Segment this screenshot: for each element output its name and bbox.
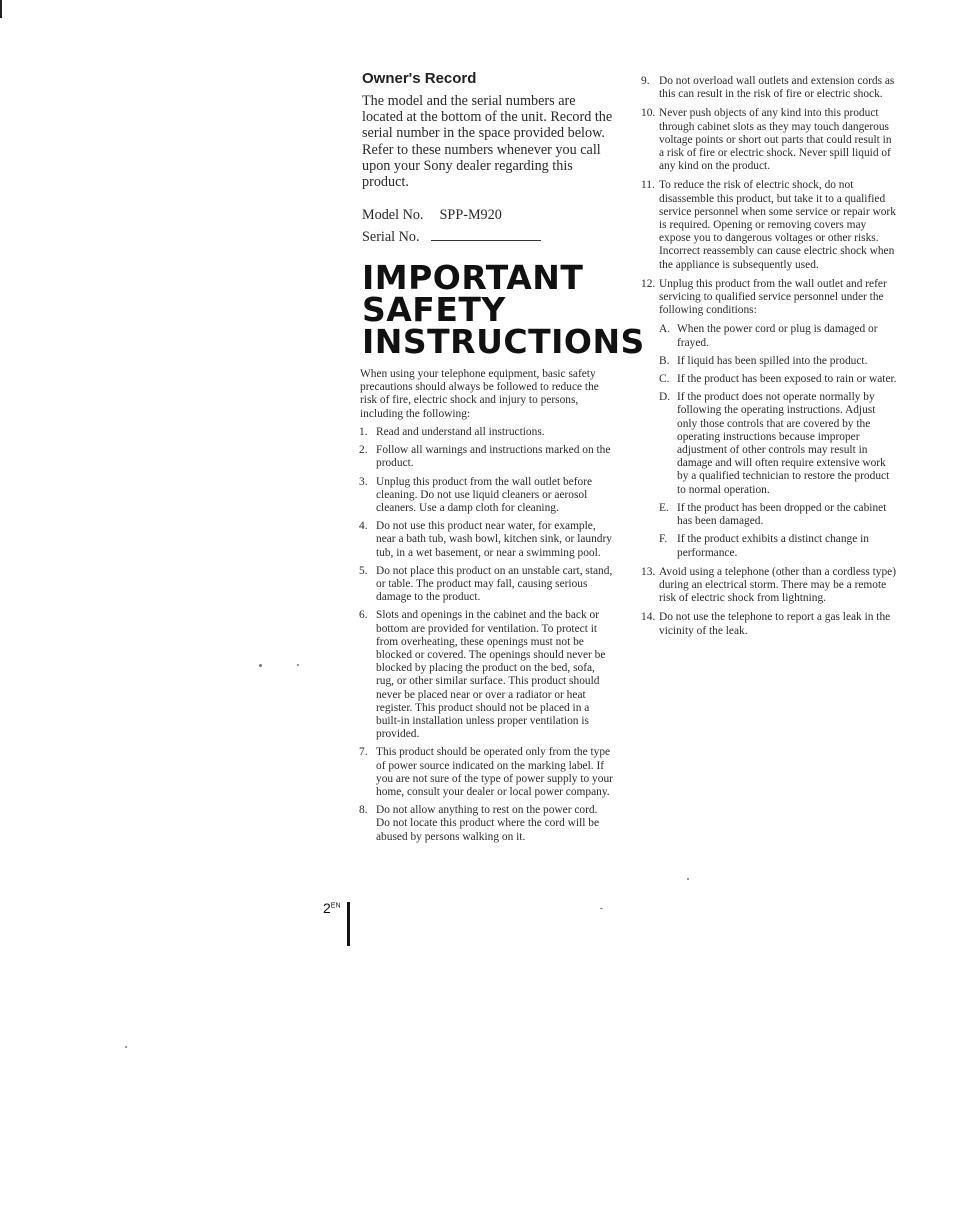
safety-item-text: Avoid using a telephone (other than a cordless type) during an electrical storm. There may be a remote risk of electric shock from lightning. [659, 565, 897, 605]
model-number-value: SPP-M920 [439, 207, 502, 223]
safety-item-text: Read and understand all instructions. [376, 426, 545, 438]
page-number-suffix: EN [330, 902, 341, 910]
safety-instructions-title [362, 258, 645, 361]
condition-letter: A. [659, 323, 671, 336]
safety-item-number: 8. [359, 804, 368, 817]
condition-letter: B. [659, 354, 670, 367]
condition-text: If the product exhibits a distinct change in performance. [677, 533, 870, 559]
safety-item [359, 565, 614, 605]
safety-item-number: 12. [641, 277, 656, 290]
model-number-row [362, 207, 502, 224]
page-number-value: 2 [323, 900, 331, 916]
serial-number-row [362, 229, 541, 246]
safety-intro-paragraph: When using your telephone equipment, basic safety precautions should always be followed to reduce the risk of fire, electric shock and injury to persons, including the following: [360, 368, 599, 420]
safety-item-number: 6. [359, 609, 368, 622]
serial-number-blank-line [431, 230, 541, 241]
scan-speck [125, 1046, 127, 1048]
condition-list [659, 323, 898, 559]
condition-letter: F. [659, 533, 668, 546]
owners-record-text: The model and the serial numbers are located at the bottom of the unit. Record the serial number in the space provided below. Refer to these numbers whenever you call upon your Sony dealer regarding this product. [362, 93, 613, 191]
safety-item-text: Do not overload wall outlets and extension cords as this can result in the risk of fire or electric shock. [659, 75, 895, 101]
safety-item [359, 520, 614, 560]
scan-speck [687, 878, 689, 880]
safety-item-number: 3. [359, 475, 368, 488]
safety-item-number: 11. [641, 179, 655, 192]
safety-item-number: 2. [359, 444, 368, 457]
safety-item-number: 5. [359, 564, 368, 577]
safety-item-text: Do not use this product near water, for example, near a bath tub, wash bowl, kitchen sink, or laundry tub, in a wet basement, or near a swimming pool. [376, 520, 612, 559]
safety-item-number: 4. [359, 520, 368, 533]
safety-item-text: Do not place this product on an unstable cart, stand, or table. The product may fall, causing serious damage to the product. [376, 564, 613, 604]
safety-item [359, 476, 614, 516]
condition-letter: E. [659, 501, 669, 514]
title-line: INSTRUCTIONS [362, 322, 645, 361]
condition-text: If the product does not operate normally by following the operating instructions. Adjust only those controls that are covered by the operating instructions because improper adjustment of other controls may result in damage and will often require extensive work by a qualified technician to restore the product to normal operation. [677, 391, 890, 496]
model-number-label: Model No. [362, 207, 424, 223]
safety-item [359, 746, 614, 799]
safety-list-left-column [359, 426, 614, 844]
condition-item [659, 323, 898, 349]
safety-item [359, 609, 614, 741]
condition-letter: D. [659, 391, 671, 404]
safety-item [641, 75, 898, 101]
safety-list-right-column [641, 75, 898, 638]
safety-item [641, 566, 898, 606]
condition-item [659, 373, 898, 386]
safety-item [359, 444, 614, 470]
safety-item [641, 611, 898, 637]
serial-number-label: Serial No. [362, 229, 420, 245]
condition-text: If the product has been exposed to rain or water. [677, 373, 897, 386]
safety-item-text: Never push objects of any kind into this product through cabinet slots as they may touch dangerous voltage points or short out parts that could result in a risk of fire or electric shock. Never spill liquid of any kind on the product. [659, 107, 892, 173]
owners-record-heading: Owner's Record [362, 70, 477, 87]
condition-item [659, 391, 898, 497]
safety-item-number: 7. [359, 746, 368, 759]
safety-item-text: Follow all warnings and instructions marked on the product. [376, 444, 611, 470]
condition-text: If the product has been dropped or the cabinet has been damaged. [677, 501, 887, 528]
safety-item-text: Slots and openings in the cabinet and the back or bottom are provided for ventilation. To protect it from overheating, these openings must not be blocked or covered. The openings should never be blocked by placing the product on the bed, sofa, rug, or other similar surface. This product should never be placed near or over a radiator or heat register. This product should not be placed in a built-in installation unless proper ventilation is provided. [376, 609, 606, 741]
page-margin-bar [347, 902, 350, 946]
page-number [323, 900, 341, 916]
safety-item-text: Do not use the telephone to report a gas leak in the vicinity of the leak. [659, 611, 891, 637]
safety-item-text: Unplug this product from the wall outlet before cleaning. Do not use liquid cleaners or aerosol cleaners. Use a damp cloth for cleaning. [376, 475, 593, 515]
scan-speck [297, 664, 299, 666]
condition-text: When the power cord or plug is damaged or frayed. [677, 323, 878, 349]
title-line: SAFETY [362, 290, 506, 329]
safety-item-number: 14. [641, 611, 656, 624]
safety-item-text: To reduce the risk of electric shock, do not disassemble this product, but take it to a qualified service personnel when some service or repair work is required. Opening or removing covers may expose you to dangerous voltages or other risks. Incorrect reassembly can cause electric shock when the appliance is subsequently used. [659, 179, 896, 271]
title-line: IMPORTANT [362, 258, 584, 297]
safety-item-text: Unplug this product from the wall outlet and refer servicing to qualified service personnel under the following conditions: [659, 277, 887, 317]
scan-edge-mark [0, 0, 2, 18]
condition-letter: C. [659, 373, 670, 386]
safety-item-number: 10. [641, 107, 656, 120]
scan-speck [259, 664, 262, 667]
condition-item [659, 533, 898, 559]
condition-item [659, 502, 898, 528]
condition-item [659, 355, 898, 368]
safety-item-number: 13. [641, 565, 656, 578]
safety-item [359, 426, 614, 439]
safety-item [641, 107, 898, 173]
safety-item-text: This product should be operated only from the type of power source indicated on the marking label. If you are not sure of the type of power supply to your home, consult your dealer or local power company. [376, 746, 613, 799]
safety-item-number: 1. [359, 426, 368, 438]
safety-item [641, 179, 898, 271]
safety-item [641, 278, 898, 560]
safety-item [359, 804, 614, 844]
safety-item-number: 9. [641, 75, 650, 87]
safety-item-text: Do not allow anything to rest on the power cord. Do not locate this product where the cord will be abused by persons walking on it. [376, 804, 600, 843]
condition-text: If liquid has been spilled into the product. [677, 354, 868, 367]
scan-speck [600, 908, 603, 909]
